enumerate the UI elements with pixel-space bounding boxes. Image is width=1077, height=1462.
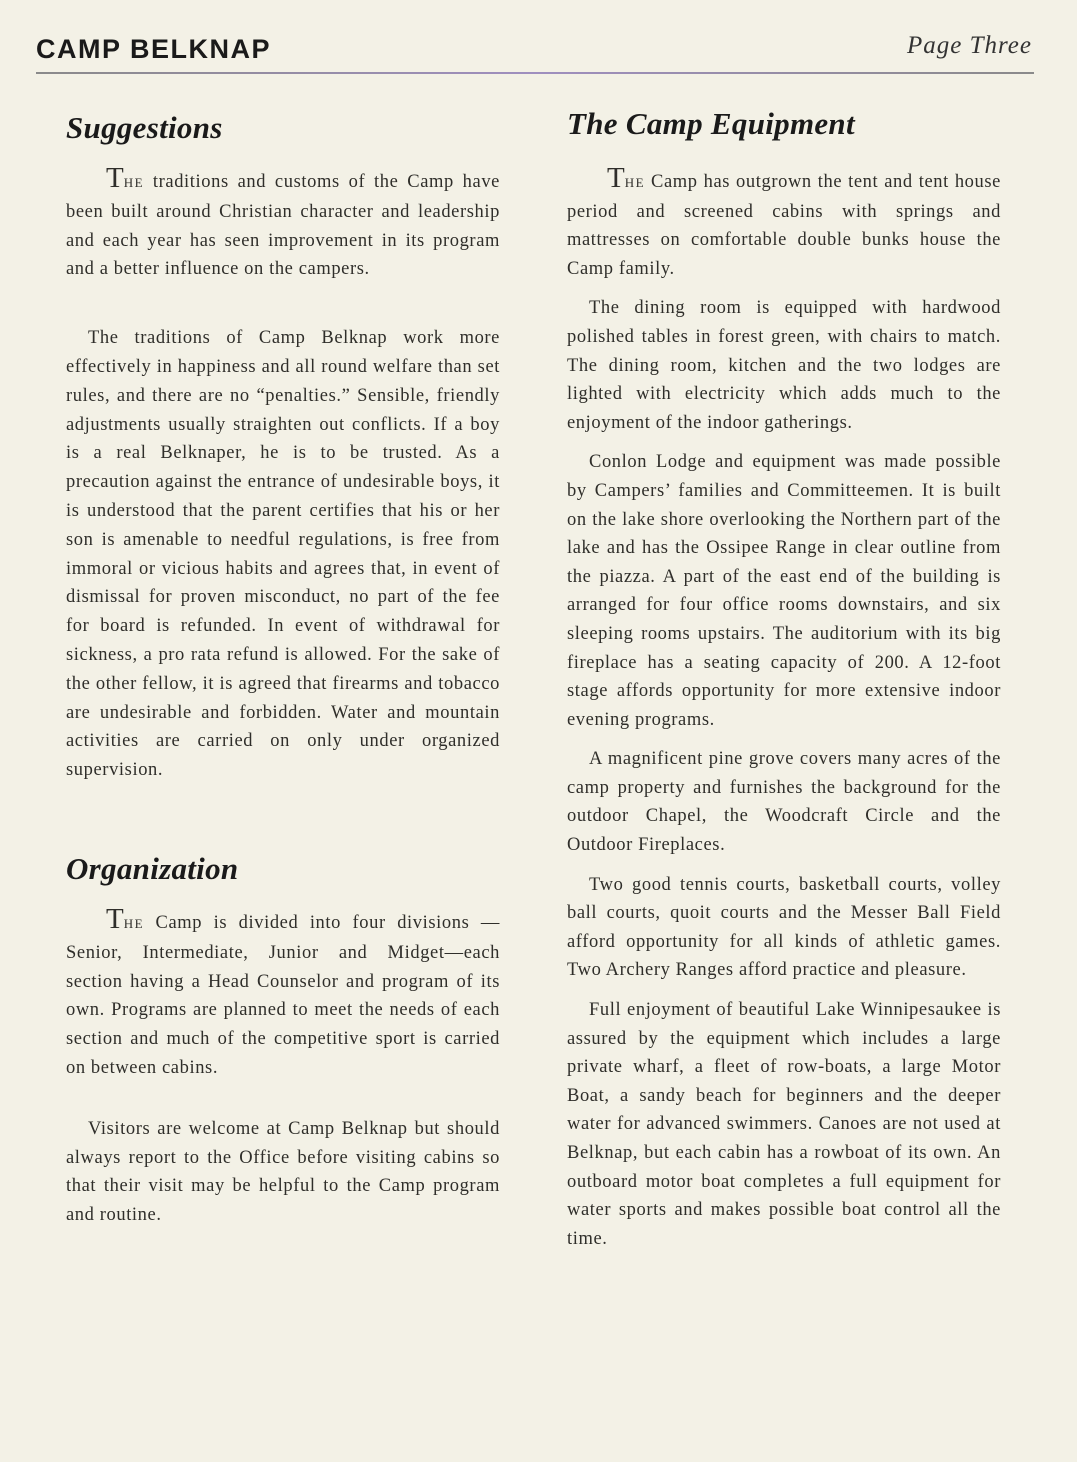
paragraph-text: Camp has outgrown the tent and tent house period and screened cabins with springs and mattresses on comfortable double bunks house the Camp family. [567, 172, 1001, 279]
small-caps: HE [123, 915, 145, 931]
organization-paragraph-2: Visitors are welcome at Camp Belknap but should always report to the Office before visiting cabins so that their visit may be helpful to the Camp program and routine. [66, 1118, 500, 1226]
equipment-paragraph-6: Full enjoyment of beautiful Lake Winnipesaukee is assured by the equipment which includes a large private wharf, a fleet of row-boats, a large Motor Boat, a sandy beach for beginners and the deeper water for advanced swimmers. Canoes are not used at Belknap, but each cabin has a rowboat of its own. An outboard motor boat completes a full equipment for water sports and makes possible boat control all the time. [567, 1000, 1001, 1249]
equipment-paragraph-3: Conlon Lodge and equipment was made possible by Campers’ families and Committeemen. It is built on the lake shore overlooking the Northern part of the lake and has the Ossipee Range in clear outline from the piazza. A part of the east end of the building is arranged for four office rooms downstairs, and six sleeping rooms upstairs. The auditorium with its big fireplace has a seating capacity of 200. A 12-foot stage affords opportunity for more extensive indoor evening programs. [567, 452, 1001, 730]
page-header [36, 30, 1034, 74]
drop-cap: T [607, 162, 625, 194]
equipment-paragraph-1 [567, 164, 1001, 283]
small-caps: HE [624, 175, 646, 190]
organization-heading: Organization [66, 850, 239, 886]
left-column [66, 110, 500, 1230]
page-number: Page Three [906, 32, 1032, 59]
drop-cap: T [106, 902, 124, 935]
equipment-paragraph-4: A magnificent pine grove covers many acres of the camp property and furnishes the background for the outdoor Chapel, the Woodcraft Circle and the Outdoor Fireplaces. [567, 749, 1001, 856]
header-rule [36, 72, 1034, 74]
paragraph-text: Camp is divided into four divisions — Senior, Intermediate, Junior and Midget—each section having a Head Counselor and program of its own. Programs are planned to meet the needs of each section and much of the competitive sport is carried on between cabins. [66, 912, 500, 1078]
drop-cap: T [106, 162, 124, 194]
suggestions-heading: Suggestions [66, 110, 223, 145]
small-caps: HE [123, 175, 145, 190]
right-column [567, 106, 1001, 1264]
suggestions-paragraph-2: The traditions of Camp Belknap work more effectively in happiness and all round welfare than set rules, and there are no “penalties.” Sensible, friendly adjustments usually straighten out conflicts. If a boy is a real Belknaper, he is to be trusted. As a precaution against the entrance of undesirable boys, it is understood that the parent certifies that his or her son is amenable to needful regulations, is free from immoral or vicious habits and agrees that, in event of dismissal for proven misconduct, no part of the fee for board is refunded. In event of withdrawal for sickness, a pro rata refund is allowed. For the sake of the other fellow, it is agreed that firearms and tobacco are undesirable and forbidden. Water and mountain activities are carried on only under organized supervision. [66, 328, 500, 781]
equipment-paragraph-5: Two good tennis courts, basketball courts, volley ball courts, quoit courts and the Messer Ball Field afford opportunity for all kinds of athletic games. Two Archery Ranges afford practice and pleasure. [567, 874, 1001, 981]
equipment-paragraph-2: The dining room is equipped with hardwood polished tables in forest green, with chairs to match. The dining room, kitchen and the two lodges are lighted with electricity which adds much to the enjoyment of the indoor gatherings. [567, 298, 1001, 433]
publication-title: CAMP BELKNAP [36, 34, 272, 64]
equipment-heading: The Camp Equipment [567, 106, 855, 141]
organization-paragraph-1 [66, 902, 500, 1083]
suggestions-paragraph-1 [66, 164, 500, 284]
paragraph-text: traditions and customs of the Camp have been built around Christian character and leadership and each year has seen improvement in its program and a better influence on the campers. [66, 172, 500, 280]
